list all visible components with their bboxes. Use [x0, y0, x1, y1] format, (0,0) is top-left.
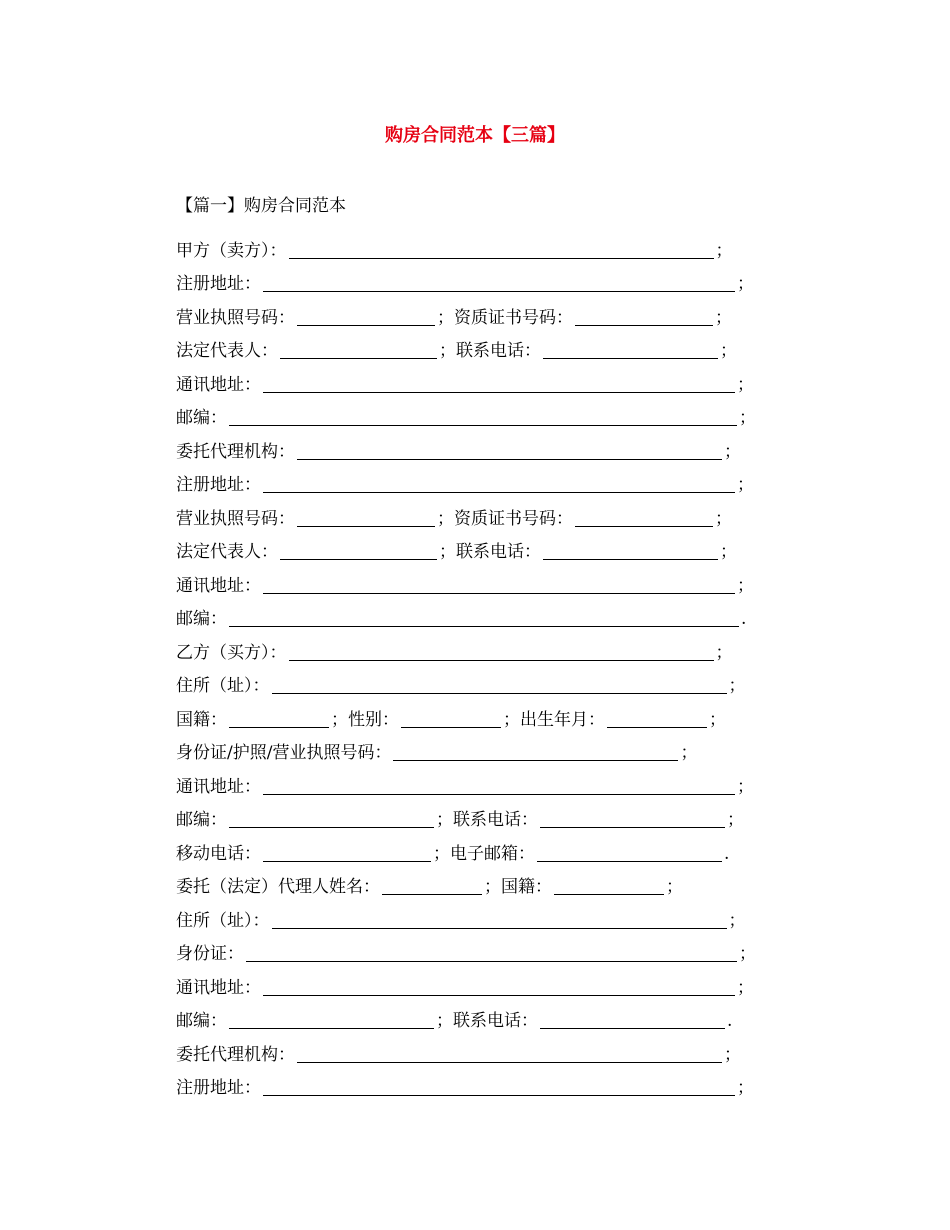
field-end-punctuation: ； [724, 441, 741, 462]
form-line [176, 229, 756, 263]
form-line [176, 497, 756, 531]
field-label: 住所（址）： [176, 676, 270, 696]
field-end-punctuation: . [724, 843, 730, 864]
field-end-punctuation: ； [437, 307, 454, 328]
field-end-punctuation: ； [331, 709, 348, 730]
field-label: 联系电话： [453, 810, 538, 830]
form-line [176, 966, 756, 1000]
fill-in-blank[interactable] [575, 507, 713, 527]
fill-in-blank[interactable] [575, 306, 713, 326]
field-end-punctuation: ； [720, 542, 737, 562]
fill-in-blank[interactable] [229, 607, 739, 627]
form-line [176, 397, 756, 431]
fill-in-blank[interactable] [537, 842, 722, 862]
field-label: 通讯地址： [176, 977, 261, 998]
fill-in-blank[interactable] [540, 1009, 725, 1029]
fill-in-blank[interactable] [297, 507, 435, 527]
form-line [176, 899, 756, 933]
field-label: 营业执照号码： [176, 508, 295, 529]
form-line [176, 631, 756, 665]
form-line [176, 1033, 756, 1067]
field-label: 移动电话： [176, 843, 261, 864]
field-label: 委托代理机构： [176, 1044, 295, 1065]
fill-in-blank[interactable] [272, 674, 727, 694]
fill-in-blank[interactable] [272, 909, 727, 929]
field-end-punctuation: . [727, 1011, 733, 1031]
field-end-punctuation: ； [680, 743, 698, 763]
field-label: 邮编： [176, 810, 227, 830]
fill-in-blank[interactable] [393, 741, 678, 761]
field-end-punctuation: ； [737, 575, 754, 596]
field-label: 性别： [348, 709, 399, 730]
field-label: 身份证： [176, 944, 244, 964]
form-line [176, 832, 756, 866]
fill-in-blank[interactable] [229, 1009, 434, 1029]
field-label: 出生年月： [520, 709, 605, 730]
field-end-punctuation: ； [737, 274, 754, 294]
field-end-punctuation: ； [433, 843, 450, 864]
field-end-punctuation: ； [437, 508, 454, 529]
fill-in-blank[interactable] [543, 339, 718, 359]
fill-in-blank[interactable] [607, 708, 707, 728]
field-label: 法定代表人： [176, 341, 278, 361]
field-label: 联系电话： [456, 341, 541, 361]
form-line [176, 698, 756, 732]
field-end-punctuation: ； [666, 877, 683, 897]
fill-in-blank[interactable] [229, 808, 434, 828]
fill-in-blank[interactable] [540, 808, 725, 828]
field-end-punctuation: ； [720, 341, 737, 361]
fill-in-blank[interactable] [246, 942, 737, 962]
field-label: 电子邮箱： [450, 843, 535, 864]
form-line [176, 363, 756, 397]
field-end-punctuation: ； [737, 776, 754, 797]
fill-in-blank[interactable] [263, 373, 735, 393]
form-line [176, 665, 756, 699]
form-line [176, 531, 756, 565]
field-label: 注册地址： [176, 274, 261, 294]
field-end-punctuation: ； [715, 240, 733, 261]
field-end-punctuation: ； [727, 810, 744, 830]
field-end-punctuation: ； [436, 810, 453, 830]
form-line [176, 1000, 756, 1034]
fill-in-blank[interactable] [289, 641, 714, 661]
form-line [176, 330, 756, 364]
field-end-punctuation: ； [709, 709, 726, 730]
field-label: 通讯地址： [176, 374, 261, 395]
field-end-punctuation: ； [737, 977, 754, 998]
field-label: 邮编： [176, 1011, 227, 1031]
field-end-punctuation: ； [739, 408, 756, 428]
field-label: 国籍： [501, 877, 552, 897]
fill-in-blank[interactable] [289, 239, 714, 259]
fill-in-blank[interactable] [263, 473, 735, 493]
field-label: 乙方（买方）： [176, 642, 287, 663]
field-label: 委托（法定）代理人姓名： [176, 877, 380, 897]
field-label: 法定代表人： [176, 542, 278, 562]
fill-in-blank[interactable] [263, 574, 735, 594]
document-title: 购房合同范本【三篇】 [385, 125, 565, 146]
field-label: 营业执照号码： [176, 307, 295, 328]
fill-in-blank[interactable] [263, 272, 735, 292]
field-end-punctuation: ； [715, 508, 732, 529]
fill-in-blank[interactable] [297, 306, 435, 326]
form-line [176, 263, 756, 297]
form-lines [176, 229, 756, 1100]
field-label: 甲方（卖方）： [176, 240, 287, 261]
fill-in-blank[interactable] [543, 540, 718, 560]
section-heading: 【篇一】购房合同范本 [176, 196, 346, 216]
fill-in-blank[interactable] [263, 976, 735, 996]
form-line [176, 430, 756, 464]
field-end-punctuation: ； [715, 642, 733, 663]
fill-in-blank[interactable] [382, 875, 482, 895]
fill-in-blank[interactable] [401, 708, 501, 728]
field-label: 邮编： [176, 408, 227, 428]
fill-in-blank[interactable] [297, 440, 722, 460]
field-label: 住所（址）： [176, 910, 270, 931]
fill-in-blank[interactable] [229, 708, 329, 728]
form-line [176, 866, 756, 900]
form-line [176, 464, 756, 498]
fill-in-blank[interactable] [263, 1076, 735, 1096]
field-label: 国籍： [176, 709, 227, 730]
field-label: 资质证书号码： [454, 508, 573, 529]
field-end-punctuation: ； [737, 374, 754, 395]
field-label: 委托代理机构： [176, 441, 295, 462]
fill-in-blank[interactable] [297, 1043, 722, 1063]
field-end-punctuation: ； [439, 341, 456, 361]
field-label: 联系电话： [456, 542, 541, 562]
fill-in-blank[interactable] [554, 875, 664, 895]
field-label: 身份证/护照/营业执照号码： [176, 743, 392, 763]
fill-in-blank[interactable] [280, 540, 437, 560]
field-end-punctuation: ； [439, 542, 456, 562]
field-end-punctuation: ； [436, 1011, 453, 1031]
form-line [176, 765, 756, 799]
field-end-punctuation: ； [728, 910, 746, 931]
field-label: 资质证书号码： [454, 307, 573, 328]
fill-in-blank[interactable] [263, 775, 735, 795]
form-line [176, 933, 756, 967]
form-line [176, 564, 756, 598]
field-end-punctuation: ； [503, 709, 520, 730]
form-line [176, 732, 756, 766]
field-end-punctuation: ； [724, 1044, 741, 1065]
field-label: 邮编： [176, 609, 227, 629]
field-label: 注册地址： [176, 475, 261, 495]
field-end-punctuation: ； [737, 475, 754, 495]
field-label: 通讯地址： [176, 776, 261, 797]
form-line [176, 598, 756, 632]
field-end-punctuation: ； [739, 944, 756, 964]
form-line [176, 296, 756, 330]
field-end-punctuation: ； [737, 1078, 754, 1098]
field-end-punctuation: . [741, 609, 747, 629]
field-end-punctuation: ； [484, 877, 501, 897]
fill-in-blank[interactable] [263, 842, 431, 862]
fill-in-blank[interactable] [280, 339, 437, 359]
form-line [176, 1067, 756, 1101]
form-line [176, 799, 756, 833]
field-end-punctuation: ； [715, 307, 732, 328]
field-label: 注册地址： [176, 1078, 261, 1098]
field-label: 通讯地址： [176, 575, 261, 596]
fill-in-blank[interactable] [229, 406, 737, 426]
field-end-punctuation: ； [728, 676, 746, 696]
field-label: 联系电话： [453, 1011, 538, 1031]
